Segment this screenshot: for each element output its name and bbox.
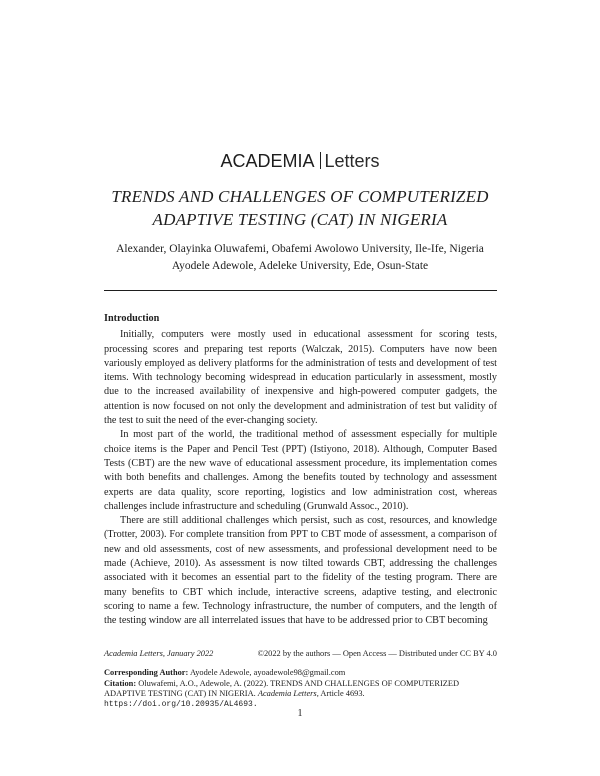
license-notice: ©2022 by the authors — Open Access — Distributed under CC BY 4.0 [257, 649, 497, 658]
title-line-1: TRENDS AND CHALLENGES OF COMPUTERIZED [111, 187, 489, 206]
author-block [40, 241, 560, 275]
journal-section: Letters [324, 151, 380, 171]
footer-meta [104, 648, 497, 659]
paragraph-1: Initially, computers were mostly used in educational assessment for scoring tests, processing scores and preparing test reports (Walczak, 2015). Computers have now been variously employed as delivery platforms for the administration of tests and development of test items. With technology becoming widespread in education particularly in assessment, mostly due to the increased availability of inexpensive and high-powered computer gadgets, the attention is now focused on not only the development and administration of test but validity of the test to suit the need of the ever-changing society. [104, 329, 497, 427]
article-body [104, 312, 497, 629]
paragraph-2: In most part of the world, the traditional method of assessment especially for multiple choice items is the Paper and Pencil Test (PPT) (Istiyono, 2018). Although, Computer Based Tests (CBT) are the new wave of educational assessment procedure, its implementation comes with both benefits and challenges. Among the benefits touted by technology and assessment experts are data quality, score reporting, logistics and low administration cost, whereas challenges include infrastructure and scheduling (Grunwald Assoc., 2010). [104, 429, 497, 512]
citation [104, 679, 497, 700]
citation-text: Oluwafemi, A.O., Adewole, A. (2022). TRENDS AND CHALLENGES OF COMPUTERIZED ADAPTIVE TESTING (CAT) IN NIGERIA. [104, 678, 460, 699]
doi-link[interactable]: https://doi.org/10.20935/AL4693. [104, 699, 258, 709]
citation-block [104, 668, 497, 710]
citation-label: Citation: [104, 678, 137, 688]
author-line-2: Ayodele Adewole, Adeleke University, Ede, Osun-State [171, 260, 429, 272]
page-number: 1 [297, 708, 303, 719]
article-title [60, 185, 540, 231]
corresponding-author [104, 668, 497, 679]
journal-date: Academia Letters, January 2022 [104, 649, 214, 658]
section-heading: Introduction [104, 313, 160, 324]
paragraph-3: There are still additional challenges which persist, such as cost, resources, and knowledge (Trotter, 2003). For complete transition from PPT to CBT mode of assessment, a comparison of new and old assessments, cost of new assessments, and professional development need to be made (Achieve, 2010). As assessment is now tilted towards CBT, addressing the challenges associated with it becomes an essential part to the fidelity of the testing program. There are many benefits to CBT which include, interactive screens, adaptive testing, and electronic scoring to name a few. Technology infrastructure, the number of computers, and the length of the testing window are all interrelated issues that have to be addressed prior to CBT becoming [104, 515, 497, 627]
corresponding-author-value[interactable]: Ayodele Adewole, ayoadewole98@gmail.com [189, 668, 346, 677]
title-line-2: ADAPTIVE TESTING (CAT) IN NIGERIA [152, 210, 448, 229]
citation-article: , Article 4693. [316, 689, 365, 699]
journal-masthead [0, 150, 600, 172]
citation-journal: Academia Letters [257, 689, 317, 699]
journal-brand: ACADEMIA [220, 151, 315, 171]
author-line-1: Alexander, Olayinka Oluwafemi, Obafemi Awolowo University, Ile-Ife, Nigeria [116, 243, 484, 255]
title-divider-rule [104, 290, 497, 291]
masthead-divider [320, 152, 321, 169]
corresponding-author-label: Corresponding Author: [104, 668, 189, 677]
